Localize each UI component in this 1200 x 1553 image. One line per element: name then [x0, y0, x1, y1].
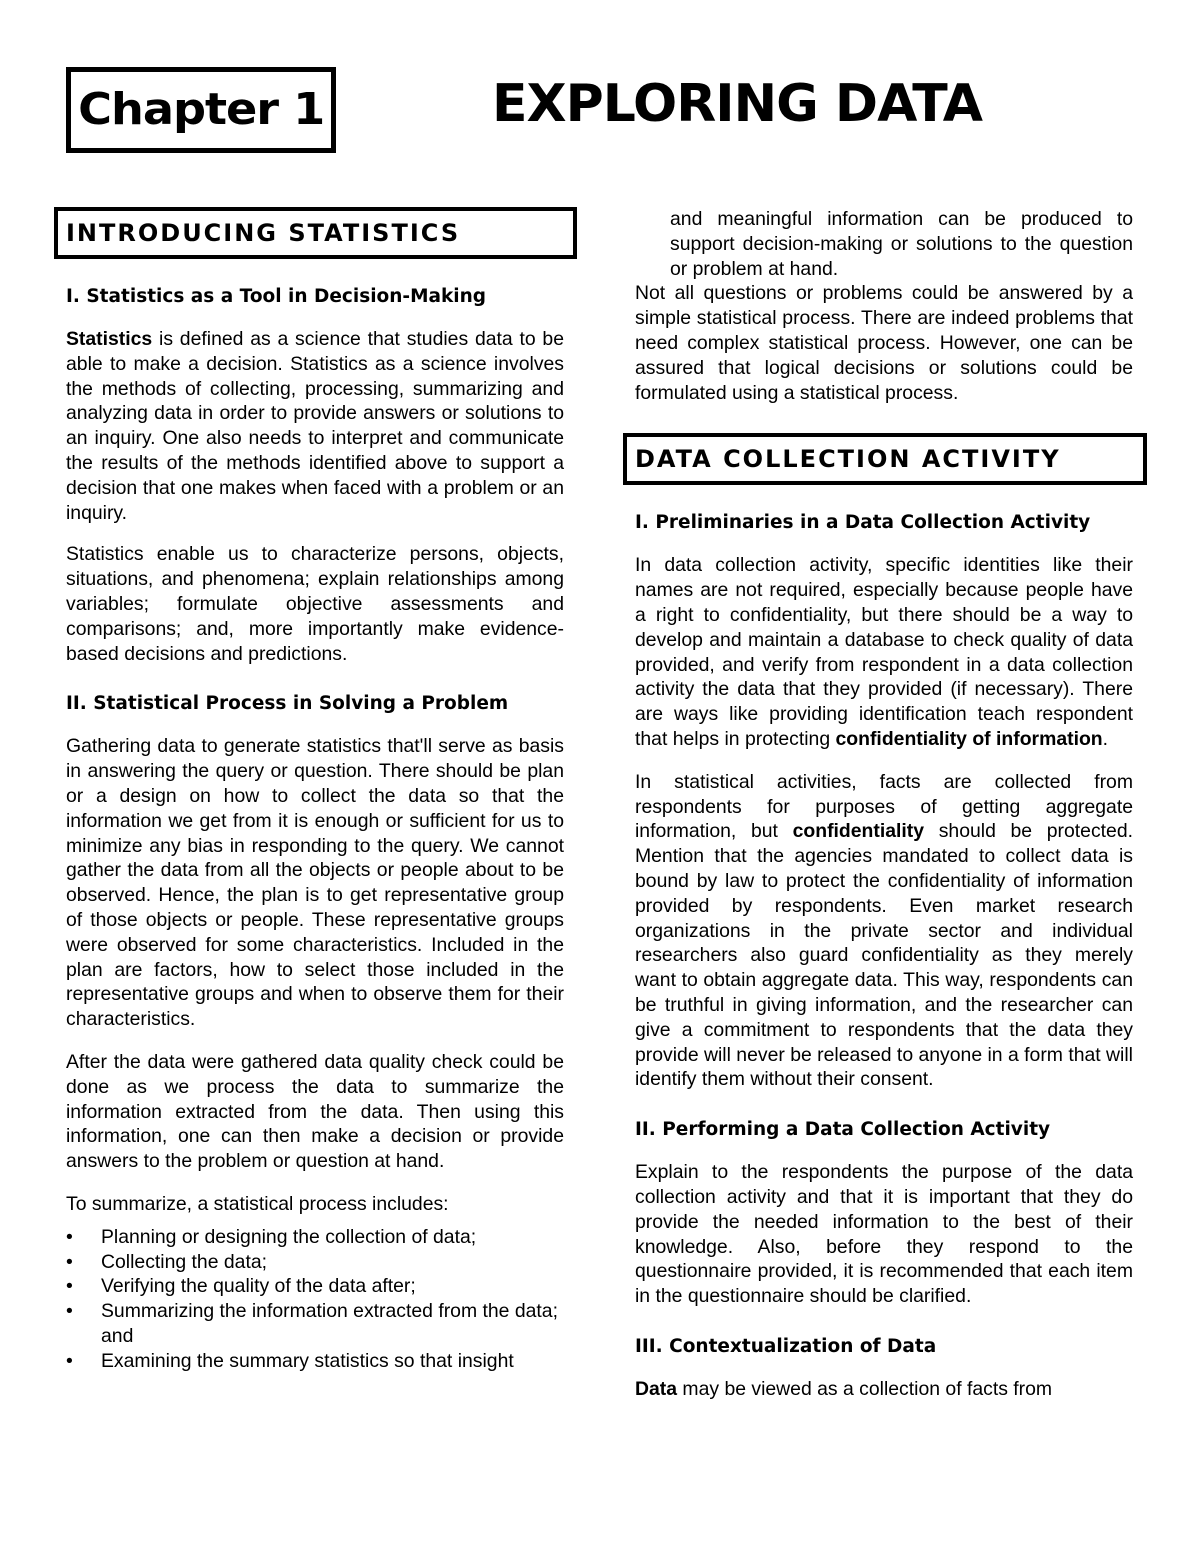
- paragraph-data-definition-text: may be viewed as a collection of facts from: [677, 1377, 1053, 1400]
- term-data: Data: [635, 1377, 678, 1400]
- paragraph-text: In statistical activities, facts are collected from respondents for purposes of getting aggregate information, but: [635, 770, 1133, 843]
- paragraph-data-collection-confidentiality: [635, 553, 1133, 751]
- section-title-introducing-statistics: INTRODUCING STATISTICS: [54, 207, 577, 259]
- subhead-statistical-process: II. Statistical Process in Solving a Problem: [66, 693, 509, 715]
- paragraph-data-quality: After the data were gathered data quality check could be done as we process the data to summarize the information extracted from the data. Then using this information, one can then make a decision or provide answers to the problem or question at hand.: [66, 1050, 564, 1173]
- paragraph-not-all-questions: Not all questions or problems could be answered by a simple statistical process. There are indeed problems that need complex statistical process. However, one can be assured that logical decisions or solutions could be formulated using a statistical process.: [635, 282, 1133, 404]
- list-item: • Summarizing the information extracted from the data; and: [66, 1299, 564, 1349]
- paragraph-explain-respondents: Explain to the respondents the purpose of the data collection activity and that it is important that they do provide the needed information to the best of their knowledge. Also, before they respond to the questionnaire provided, it is recommended that each item in the questionnaire should be clarified.: [635, 1161, 1133, 1308]
- process-steps-list: [66, 1225, 564, 1374]
- list-item: • Collecting the data;: [66, 1250, 564, 1275]
- paragraph-summarize-intro: To summarize, a statistical process includes:: [66, 1192, 449, 1215]
- list-item: • Verifying the quality of the data after;: [66, 1274, 564, 1299]
- chapter-label: Chapter 1: [77, 84, 325, 135]
- section-title-data-collection-activity: DATA COLLECTION ACTIVITY: [623, 433, 1147, 485]
- paragraph-statistical-activities: [635, 770, 1133, 1092]
- bullet-continuation: and meaningful information can be produced to support decision-making or solutions to the question or problem at hand.: [670, 208, 1133, 280]
- term-statistics: Statistics: [66, 328, 153, 350]
- left-column: [66, 207, 564, 1373]
- term-confidentiality-of-information: confidentiality of information: [835, 727, 1103, 750]
- paragraph-data-definition: [635, 1377, 1133, 1402]
- list-item: • Planning or designing the collection of data;: [66, 1225, 564, 1250]
- term-confidentiality: confidentiality: [792, 820, 925, 843]
- paragraph-statistics-enable: Statistics enable us to characterize persons, objects, situations, and phenomena; explain relationships among variables; formulate objective assessments and comparisons; and, more importantly make evidence-based decisions and predictions.: [66, 543, 564, 665]
- paragraph-text-end: .: [1102, 727, 1109, 750]
- chapter-box: [66, 67, 336, 153]
- paragraph-statistics-definition: [66, 327, 564, 525]
- list-item: • Examining the summary statistics so that insight: [66, 1349, 564, 1374]
- paragraph-gathering-data: Gathering data to generate statistics that'll serve as basis in answering the query or question. There should be plan or a design on how to collect the data so that the information we get from it is enough or sufficient for us to minimize any bias in responding to the query. We cannot gather the data from all the objects or people about to be observed. Hence, the plan is to get representative group of those objects or people. These representative groups were observed for some characteristics. Included in the plan are factors, how to select those included in the representative groups and when to observe them for their characteristics.: [66, 735, 564, 1031]
- right-column: [635, 207, 1133, 1402]
- paragraph-text-end: should be protected. Mention that the agencies mandated to collect data is bound by law to protect the confidentiality of information provided by respondents. Even market research organizations in the private sector and individual researchers also guard confidentiality as they merely want to obtain aggregate data. This way, respondents can be truthful in giving information, and the researcher can give a commitment to respondents that the data they provide will never be released to anyone in a form that will identify them without their consent.: [635, 820, 1133, 1091]
- subhead-statistics-tool: I. Statistics as a Tool in Decision-Making: [66, 286, 487, 307]
- document-title: EXPLORING DATA: [492, 74, 982, 134]
- subhead-contextualization: III. Contextualization of Data: [635, 1335, 937, 1357]
- paragraph-statistics-definition-text: is defined as a science that studies data to be able to make a decision. Statistics as a science involves the methods of collecting, processing, summarizing and analyzing data in order to provide answers or solutions to an inquiry. One also needs to interpret and communicate the results of the methods identified above to support a decision that one makes when faced with a problem or an inquiry.: [66, 328, 564, 524]
- subhead-preliminaries: I. Preliminaries in a Data Collection Activity: [635, 512, 1091, 534]
- paragraph-text: In data collection activity, specific identities like their names are not required, especially because people have a right to confidentiality, but there should be a way to develop and maintain a database to check quality of data provided, and verify from respondent in a data collection activity the data that they provided (if necessary). There are ways like providing identification teach respondent that helps in protecting: [635, 554, 1133, 750]
- subhead-performing-data-collection: II. Performing a Data Collection Activity: [635, 1119, 1051, 1141]
